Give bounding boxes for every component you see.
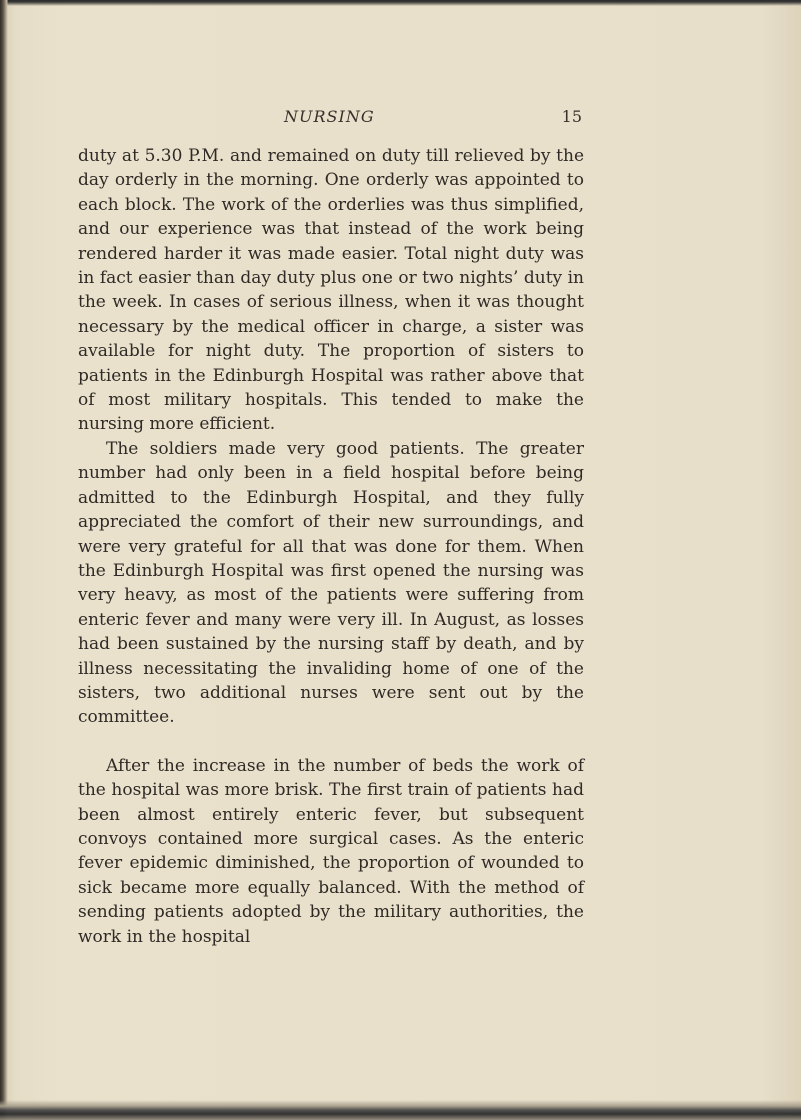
running-title: NURSING [284,107,375,126]
page-number: 15 [561,107,582,126]
paragraph-3: After the increase in the number of beds the work of the hospital was more brisk. The first train of patients had been almost entirely enteric fever, but subsequent convoys contained more surgical cases. As the enteric fever epidemic diminished, the proportion of wounded to sick became more equally balanced. With the method of sending patients adopted by the military authorities, the work in the hospital [78,755,584,947]
left-page-edge [0,0,8,1120]
page-text [78,144,584,949]
paragraph-2: The soldiers made very good patients. The greater number had only been in a field hospital before being admitted to the Edinburgh Hospital, and they fully appreciated the comfort of their new surroundings, and were very grateful for all that was done for them. When the Edinburgh Hospital was first opened the nursing was very heavy, as most of the patients were suffering from enteric fever and many were very ill. In August, as losses had been sustained by the nursing staff by death, and by illness necessitating the invaliding home of one of the sisters, two additional nurses were sent out by the committee. [78,438,584,728]
top-page-edge [0,0,801,6]
running-head [80,105,584,129]
bottom-page-edge [0,1100,801,1120]
paragraph-1: duty at 5.30 P.M. and remained on duty till relieved by the day orderly in the morning. One orderly was appointed to each block. The work of the orderlies was thus simplified, and our experience was that instead of the work being rendered harder it was made easier. Total night duty was in fact easier than day duty plus one or two nights’ duty in the week. In cases of serious illness, when it was thought necessary by the medical officer in charge, a sister was available for night duty. The proportion of sisters to patients in the Edinburgh Hospital was rather above that of most military hospitals. This tended to make the nursing more efficient. [78,146,584,435]
